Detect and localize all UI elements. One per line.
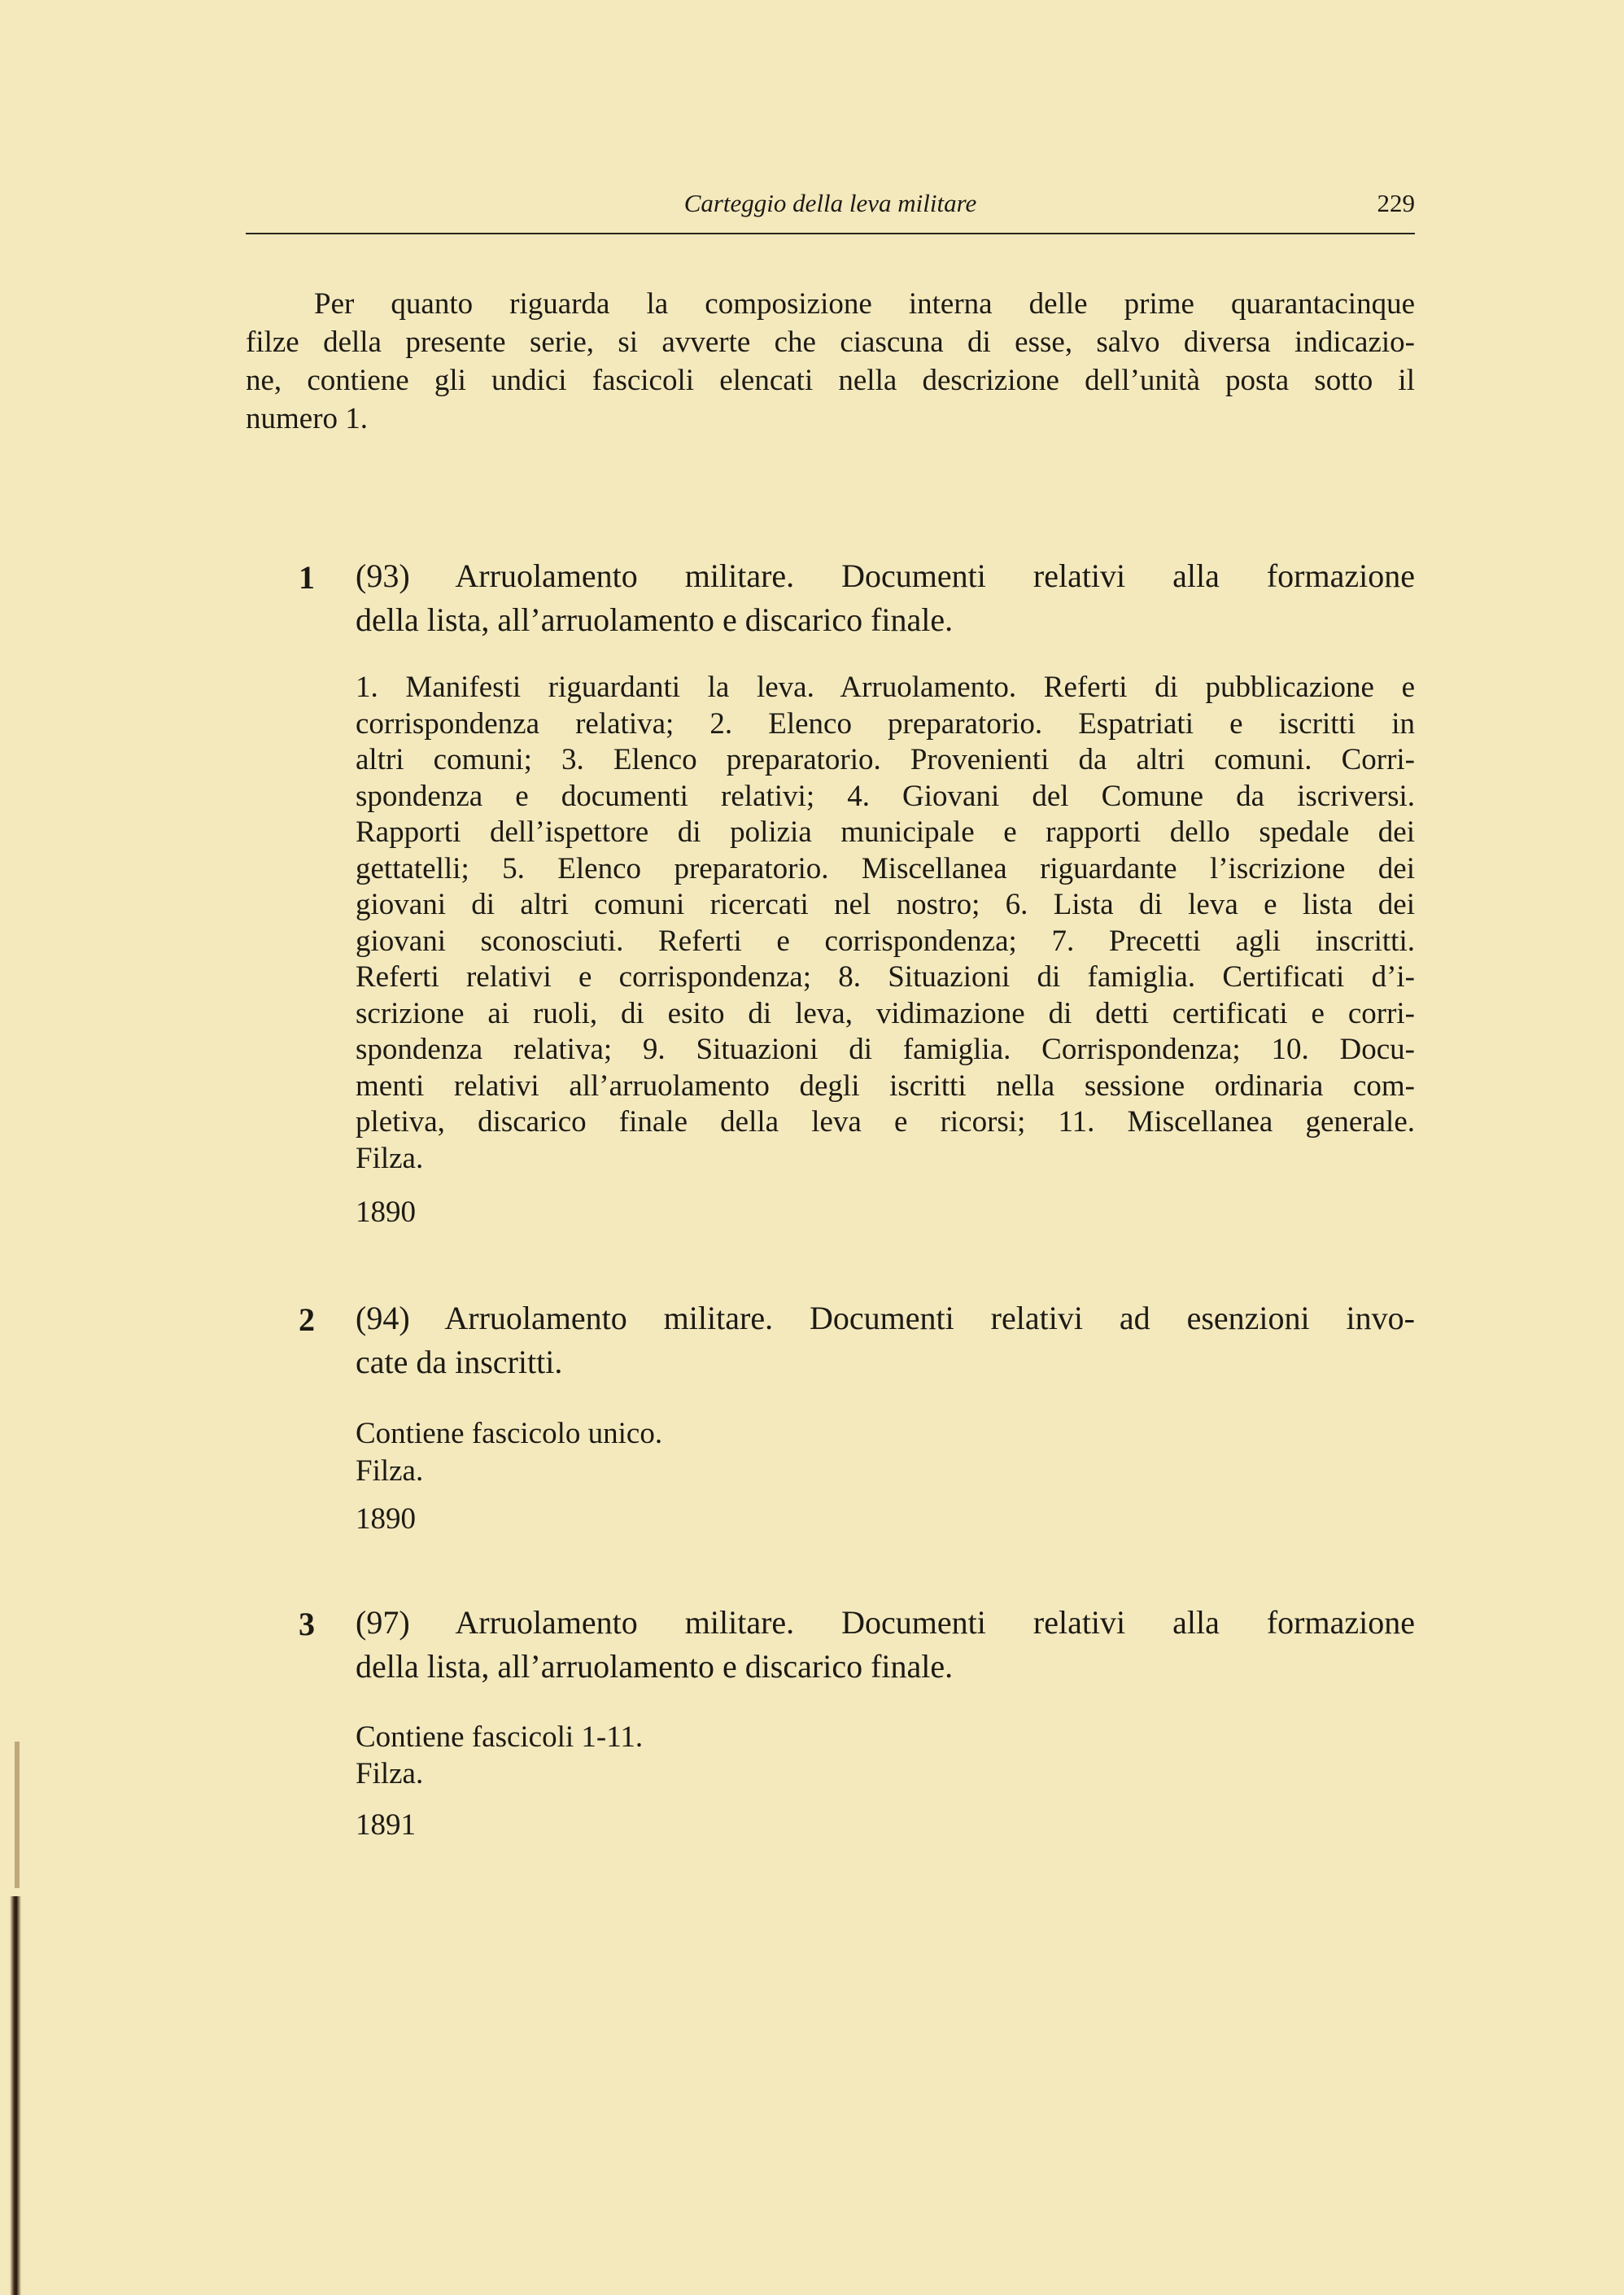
entry-type: Filza. — [356, 1454, 424, 1488]
intro-paragraph — [246, 285, 1415, 438]
entry-contents: Contiene fascicolo unico. — [356, 1417, 663, 1450]
entry-year: 1890 — [356, 1196, 416, 1229]
entry-year: 1890 — [356, 1502, 416, 1536]
text-line: numero 1. — [246, 402, 369, 435]
text-line: Filza. — [356, 1141, 424, 1175]
text-line: giovani di altri comuni ricercati nel nostro; 6. Lista di leva e lista dei — [356, 888, 1415, 921]
text-line: della lista, all’arruolamento e discarico finale. — [356, 1648, 954, 1685]
running-title: Carteggio della leva militare — [683, 189, 977, 217]
text-line: filze della presente serie, si avverte che ciascuna di esse, salvo diversa indicazio- — [246, 326, 1415, 359]
text-line: 1. Manifesti riguardanti la leva. Arruolamento. Referti di pubblicazione e — [356, 671, 1415, 704]
entry-detail — [356, 670, 1415, 1177]
page-binding-shadow — [15, 1742, 20, 1888]
entry-year: 1891 — [356, 1808, 416, 1842]
text-line: scrizione ai ruoli, di esito di leva, vidimazione di detti certificati e corri- — [356, 996, 1415, 1030]
entry-type: Filza. — [356, 1757, 424, 1790]
entry-number: 2 — [299, 1301, 315, 1338]
entry-title — [356, 1296, 1415, 1384]
entry-contents: Contiene fascicoli 1-11. — [356, 1720, 644, 1754]
text-line: cate da inscritti. — [356, 1344, 563, 1380]
entry-number: 3 — [299, 1606, 315, 1642]
text-line: gettatelli; 5. Elenco preparatorio. Miscellanea riguardante l’iscrizione dei — [356, 851, 1415, 885]
text-line: spondenza relativa; 9. Situazioni di famiglia. Corrispondenza; 10. Docu- — [356, 1033, 1415, 1066]
entry-title — [356, 1601, 1415, 1689]
entry-number: 1 — [299, 559, 315, 596]
header-rule — [246, 233, 1415, 234]
text-line: giovani sconosciuti. Referti e corrispondenza; 7. Precetti agli inscritti. — [356, 924, 1415, 958]
text-line: Per quanto riguarda la composizione interna delle prime quarantacinque — [314, 287, 1415, 321]
text-line: menti relativi all’arruolamento degli iscritti nella sessione ordinaria com- — [356, 1069, 1415, 1103]
text-line: (94) Arruolamento militare. Documenti relativi ad esenzioni invo- — [356, 1300, 1415, 1336]
text-line: della lista, all’arruolamento e discarico finale. — [356, 601, 954, 638]
text-line: spondenza e documenti relativi; 4. Giovani del Comune da iscriversi. — [356, 779, 1415, 813]
text-line: Referti relativi e corrispondenza; 8. Situazioni di famiglia. Certificati d’i- — [356, 960, 1415, 994]
text-line: ne, contiene gli undici fascicoli elencati nella descrizione dell’unità posta sotto il — [246, 364, 1415, 397]
text-line: altri comuni; 3. Elenco preparatorio. Provenienti da altri comuni. Corri- — [356, 743, 1415, 776]
text-line: pletiva, discarico finale della leva e ricorsi; 11. Miscellanea generale. — [356, 1105, 1415, 1139]
text-line: (93) Arruolamento militare. Documenti relativi alla formazione — [356, 557, 1415, 594]
text-line: corrispondenza relativa; 2. Elenco preparatorio. Espatriati e iscritti in — [356, 706, 1415, 741]
text-line: Rapporti dell’ispettore di polizia municipale e rapporti dello spedale dei — [356, 815, 1415, 849]
entry-title — [356, 554, 1415, 642]
text-line: (97) Arruolamento militare. Documenti relativi alla formazione — [356, 1604, 1415, 1641]
running-header — [246, 189, 1415, 221]
page-number: 229 — [1377, 189, 1415, 217]
page-binding-edge — [10, 1896, 21, 2295]
